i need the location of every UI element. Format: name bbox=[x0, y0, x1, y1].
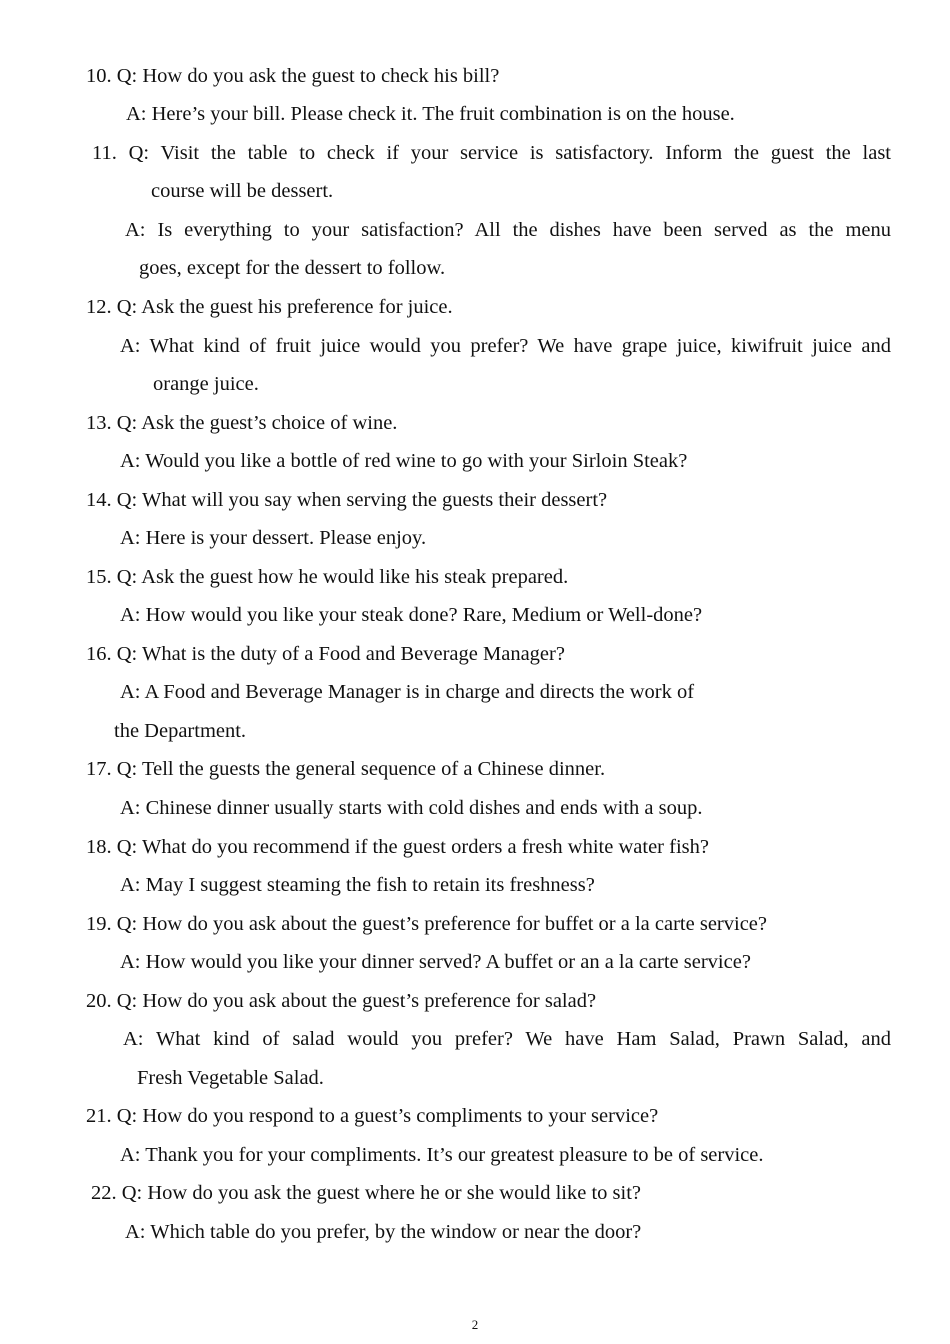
answer-11: A: Is everything to your satisfaction? All the dishes have been served as the menu bbox=[125, 219, 891, 241]
page-number: 2 bbox=[471, 1317, 479, 1332]
answer-10: A: Here’s your bill. Please check it. The fruit combination is on the house. bbox=[126, 103, 735, 125]
question-20: 20. Q: How do you ask about the guest’s preference for salad? bbox=[86, 990, 597, 1012]
answer-12: A: What kind of fruit juice would you prefer? We have grape juice, kiwifruit juice and bbox=[120, 335, 891, 357]
answer-19: A: How would you like your dinner served? A buffet or an a la carte service? bbox=[120, 951, 751, 973]
answer-16: A: A Food and Beverage Manager is in charge and directs the work of bbox=[120, 681, 695, 703]
answer-14: A: Here is your dessert. Please enjoy. bbox=[120, 527, 427, 549]
question-15: 15. Q: Ask the guest how he would like his steak prepared. bbox=[86, 566, 569, 588]
question-10: 10. Q: How do you ask the guest to check his bill? bbox=[86, 65, 500, 87]
question-19: 19. Q: How do you ask about the guest’s preference for buffet or a la carte service? bbox=[86, 913, 767, 935]
question-17: 17. Q: Tell the guests the general sequence of a Chinese dinner. bbox=[86, 758, 606, 780]
question-12: 12. Q: Ask the guest his preference for juice. bbox=[86, 296, 453, 318]
answer-21: A: Thank you for your compliments. It’s our greatest pleasure to be of service. bbox=[120, 1144, 764, 1166]
answer-12-cont: orange juice. bbox=[153, 373, 259, 395]
question-21: 21. Q: How do you respond to a guest’s compliments to your service? bbox=[86, 1105, 659, 1127]
answer-17: A: Chinese dinner usually starts with cold dishes and ends with a soup. bbox=[120, 797, 703, 819]
answer-15: A: How would you like your steak done? Rare, Medium or Well-done? bbox=[120, 604, 703, 626]
answer-22: A: Which table do you prefer, by the window or near the door? bbox=[125, 1221, 642, 1243]
question-13: 13. Q: Ask the guest’s choice of wine. bbox=[86, 412, 398, 434]
question-22: 22. Q: How do you ask the guest where he or she would like to sit? bbox=[91, 1182, 641, 1204]
answer-18: A: May I suggest steaming the fish to retain its freshness? bbox=[120, 874, 595, 896]
question-16: 16. Q: What is the duty of a Food and Beverage Manager? bbox=[86, 643, 565, 665]
answer-20: A: What kind of salad would you prefer? We have Ham Salad, Prawn Salad, and bbox=[123, 1028, 891, 1050]
answer-20-cont: Fresh Vegetable Salad. bbox=[137, 1067, 324, 1089]
question-11: 11. Q: Visit the table to check if your service is satisfactory. Inform the guest the last bbox=[92, 142, 891, 164]
answer-13: A: Would you like a bottle of red wine to go with your Sirloin Steak? bbox=[120, 450, 688, 472]
question-11-cont: course will be dessert. bbox=[151, 180, 334, 202]
question-14: 14. Q: What will you say when serving the guests their dessert? bbox=[86, 489, 608, 511]
answer-11-cont: goes, except for the dessert to follow. bbox=[139, 257, 446, 279]
answer-16-cont: the Department. bbox=[114, 720, 247, 742]
question-18: 18. Q: What do you recommend if the guest orders a fresh white water fish? bbox=[86, 836, 709, 858]
